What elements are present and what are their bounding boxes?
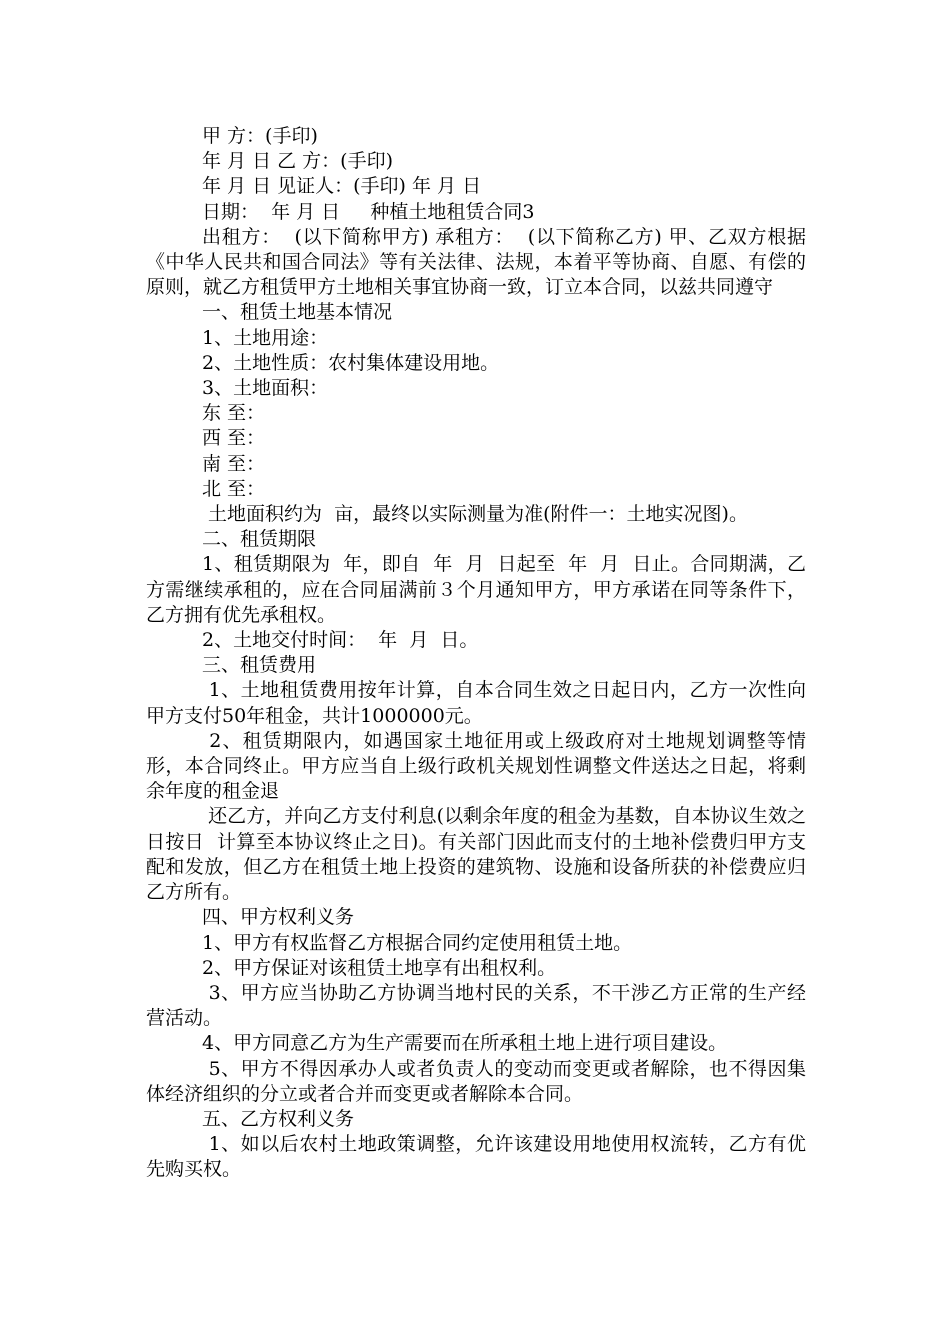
clause-land-nature: 2、土地性质：农村集体建设用地。	[202, 351, 500, 374]
clause-land-use: 1、土地用途：	[202, 326, 329, 349]
witness-signature: 年 月 日 见证人：(手印) 年 月 日	[202, 175, 482, 198]
party-b-signature: 年 月 日 乙 方：(手印)	[202, 150, 393, 173]
clause-a-right-1: 1、甲方有权监督乙方根据合同约定使用租赁土地。	[202, 931, 633, 954]
clause-a-right-4: 4、甲方同意乙方为生产需要而在所承租土地上进行项目建设。	[202, 1032, 728, 1055]
clause-a-right-5: 5、甲方不得因承办人或者负责人的变动而变更或者解除，也不得因集体经济组织的分立或者合并而变更或者解除本合同。	[146, 1057, 807, 1105]
clause-b-right-1: 1、如以后农村土地政策调整，允许该建设用地使用权流转，乙方有优先购买权。	[146, 1133, 807, 1181]
boundary-east: 东 至：	[202, 402, 266, 425]
date-and-contract-title: 日期： 年 月 日 种植土地租赁合同3	[202, 200, 535, 223]
boundary-south: 南 至：	[202, 452, 266, 475]
section-heading-1: 一、租赁土地基本情况	[202, 301, 393, 324]
section-heading-5: 五、乙方权利义务	[202, 1107, 355, 1130]
clause-termination: 2、租赁期限内，如遇国家土地征用或上级政府对土地规划调整等情形，本合同终止。甲方应当自上级行政机关规划性调整文件送达之日起，将剩余年度的租金退	[146, 729, 806, 803]
section-heading-2: 二、租赁期限	[202, 528, 317, 551]
clause-a-right-2: 2、甲方保证对该租赁土地享有出租权利。	[202, 956, 557, 979]
contract-preamble: 出租方： (以下简称甲方) 承租方： (以下简称乙方) 甲、乙双方根据《中华人民共和国合同法》等有关法律、法规，本着平等协商、自愿、有偿的原则，就乙方租赁甲方土地相关事宜协商一致，订立本合同，以兹共同遵守	[146, 225, 806, 299]
clause-a-right-3: 3、甲方应当协助乙方协调当地村民的关系，不干涉乙方正常的生产经营活动。	[146, 981, 807, 1030]
section-heading-3: 三、租赁费用	[202, 654, 317, 677]
boundary-west: 西 至：	[202, 427, 266, 450]
section-heading-4: 四、甲方权利义务	[202, 906, 355, 929]
clause-lease-term: 1、租赁期限为 年，即自 年 月 日起至 年 月 日止。合同期满，乙方需继续承租的，应在合同届满前３个月通知甲方，甲方承诺在同等条件下，乙方拥有优先承租权。	[146, 553, 806, 626]
clause-rent-payment: 1、土地租赁费用按年计算，自本合同生效之日起日内，乙方一次性向甲方支付50年租金，共计1000000元。	[146, 679, 807, 727]
clause-refund-compensation: 还乙方，并向乙方支付利息(以剩余年度的租金为基数，自本协议生效之日按日 计算至本协议终止之日)。有关部门因此而支付的土地补偿费归甲方支配和发放，但乙方在租赁土地上投资的建筑物、设施和设备所获的补偿费应归乙方所有。	[146, 805, 806, 904]
party-a-signature: 甲 方：(手印)	[202, 125, 318, 147]
clause-area-measurement: 土地面积约为 亩，最终以实际测量为准(附件一：土地实况图)。	[202, 503, 748, 526]
boundary-north: 北 至：	[202, 477, 266, 500]
document-body	[146, 124, 806, 1183]
clause-delivery-time: 2、土地交付时间： 年 月 日。	[202, 629, 479, 652]
clause-land-area: 3、土地面积：	[202, 377, 329, 400]
